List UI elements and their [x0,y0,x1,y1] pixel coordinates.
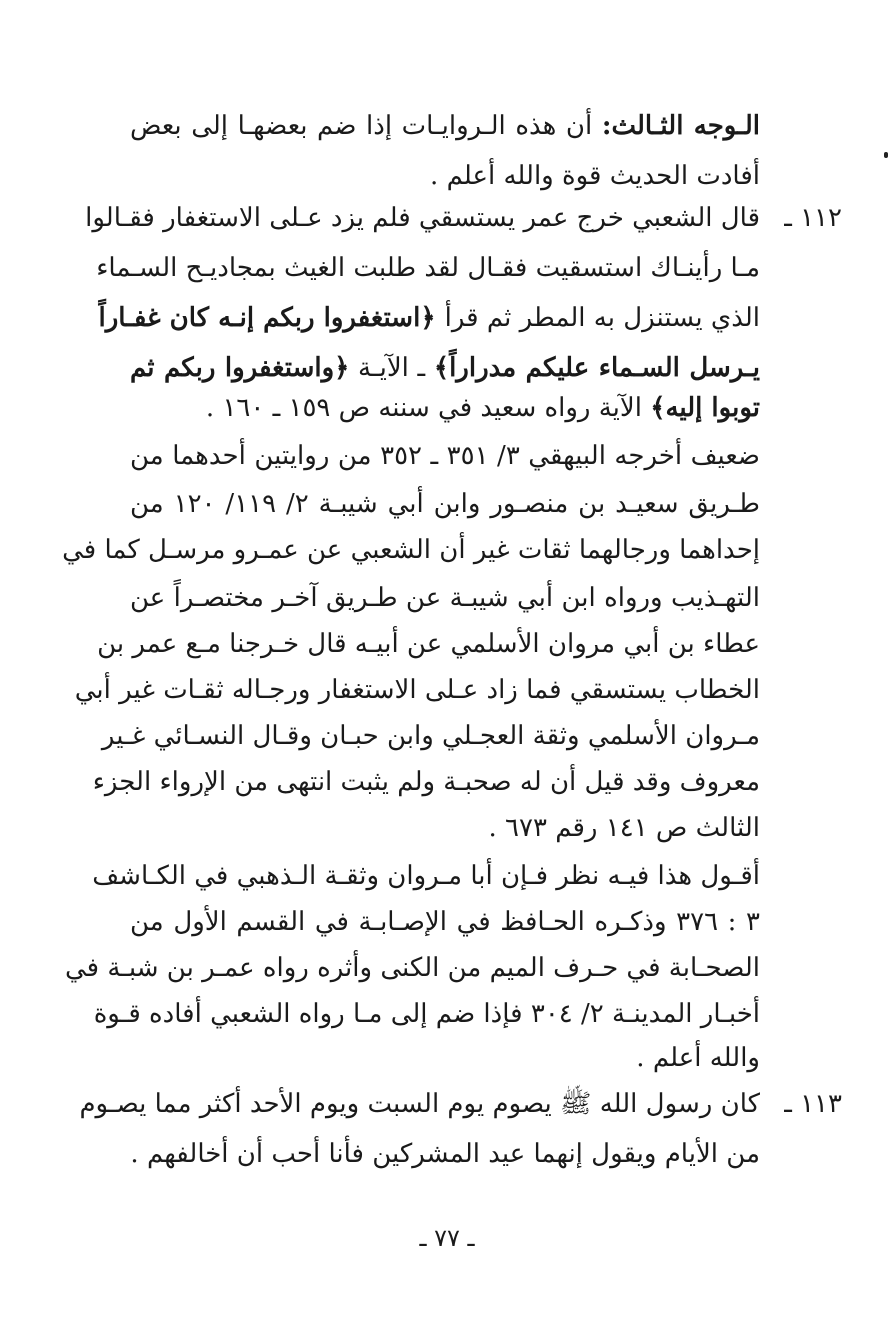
item-112-line-2: مـا رأينـاك استسقيت فقـال لقد طلبت الغيث بمجاديـح السـماء [96,253,760,283]
takhrij-line-7: مـروان الأسلمي وثقة العجـلي وابن حبـان وقـال النسـائي غـير [101,721,760,751]
item-112-line-1: قال الشعبي خرج عمر يستسقي فلم يزد عـلى الاستغفار فقـالوا [85,203,760,233]
takhrij-line-9: الثالث ص ١٤١ رقم ٦٧٣ . [488,813,760,843]
aqul-line-5: والله أعلم . [636,1043,760,1073]
takhrij-line-5: عطاء بن أبي مروان الأسلمي عن أبيـه قال خـرجنا مـع عمر بن [97,629,760,659]
scan-mark [884,152,888,158]
item-113-line-2: من الأيام ويقول إنهما عيد المشركين فأنا أحب أن أخالفهم . [130,1139,760,1169]
text-span: أن هذه الـروايـات إذا ضم بعضهـا إلى بعض [130,111,602,141]
page-number: ـ ٧٧ ـ [419,1224,475,1252]
quran-quote: ﴿استغفروا ربكم إنـه كان غفـاراً [98,303,445,333]
item-113-number: ١١٣ ـ [784,1089,842,1119]
item-112-line-3 [98,294,760,342]
paragraph-1-line-1 [130,102,760,150]
takhrij-line-1: ضعيف أخرجه البيهقي ٣/ ٣٥١ ـ ٣٥٢ من روايتين أحدهما من [130,441,760,471]
takhrij-line-2: طـريق سعيـد بن منصـور وابن أبي شيبـة ٢/ ١١٩/ ١٢٠ من [130,489,761,519]
aqul-line-1: أقـول هذا فيـه نظر فـإن أبا مـروان وثقـة الـذهبي في الكـاشف [92,861,760,891]
aqul-line-2: ٣ : ٣٧٦ وذكـره الحـافظ في الإصـابـة في القسم الأول من [130,907,760,937]
takhrij-line-8: معروف وقد قيل أن له صحبـة ولم يثبت انتهى من الإرواء الجزء [92,767,760,797]
aqul-line-4: أخبـار المدينـة ٢/ ٣٠٤ فإذا ضم إلى مـا رواه الشعبي أفاده قـوة [93,999,760,1029]
takhrij-line-4: التهـذيب ورواه ابن أبي شيبـة عن طـريق آخـر مختصـراً عن [130,583,760,613]
text-span: ـ الآيـة [349,353,434,383]
text-span: الآية رواه سعيد في سننه ص ١٥٩ ـ ١٦٠ . [205,393,651,423]
quran-quote: توبوا إليه﴾ [650,393,760,423]
item-112-line-5 [130,384,760,432]
item-112-number: ١١٢ ـ [784,203,842,233]
quran-quote: يـرسل السـماء عليكم مدراراً﴾ [433,353,761,383]
section-heading: الـوجه الثـالث: [601,111,761,141]
text-span: الذي يستنزل به المطر ثم قرأ [444,303,760,333]
quran-quote: ﴿واستغفروا ربكم ثم [130,353,350,383]
paragraph-1-line-2: أفادت الحديث قوة والله أعلم . [430,161,760,191]
item-113-line-1: كان رسول الله ﷺ يصوم يوم السبت ويوم الأحد أكثر مما يصـوم [79,1089,760,1119]
takhrij-line-3: إحداهما ورجالهما ثقات غير أن الشعبي عن عمـرو مرسـل كما في [62,535,760,565]
takhrij-line-6: الخطاب يستسقي فما زاد عـلى الاستغفار ورجـاله ثقـات غير أبي [74,675,760,705]
aqul-line-3: الصحـابة في حـرف الميم من الكنى وأثره رواه عمـر بن شبـة في [64,953,760,983]
